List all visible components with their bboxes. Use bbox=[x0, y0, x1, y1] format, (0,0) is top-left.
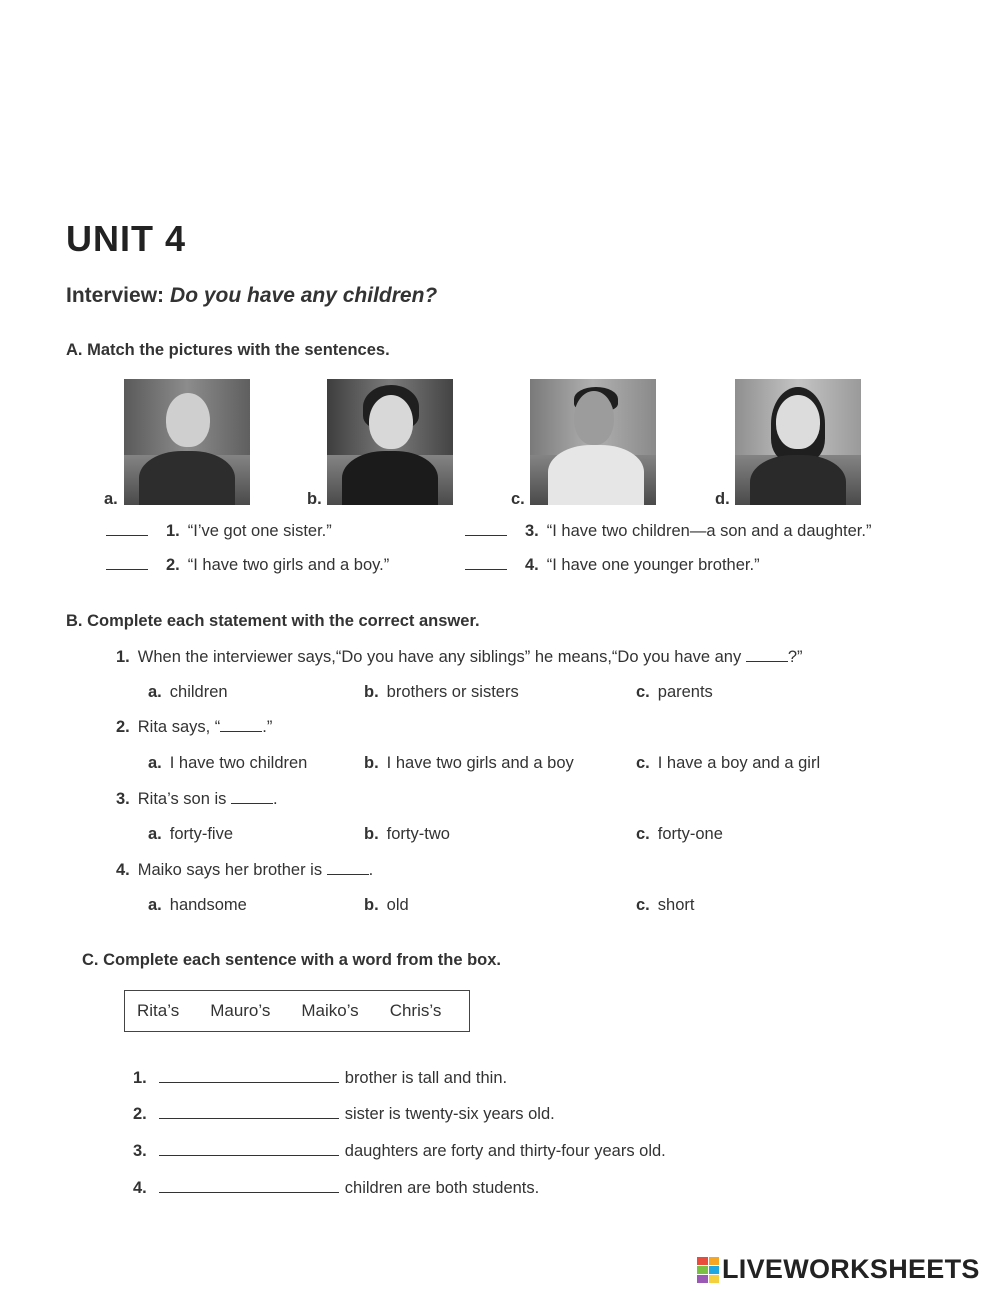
answer-blank[interactable] bbox=[159, 1082, 339, 1083]
photo-label-a: a. bbox=[104, 490, 118, 508]
answer-blank[interactable] bbox=[465, 569, 507, 570]
word-box-item: Mauro’s bbox=[210, 1001, 271, 1020]
fill-item-4: 4. children are both students. bbox=[133, 1179, 540, 1197]
section-c-heading: C. Complete each sentence with a word from the box. bbox=[82, 951, 501, 969]
logo-icon bbox=[697, 1257, 719, 1283]
answer-blank[interactable] bbox=[746, 661, 788, 662]
question-b-2: 2. Rita says, “ .” bbox=[116, 718, 273, 736]
word-box-item: Maiko’s bbox=[301, 1001, 359, 1020]
word-box-item: Rita’s bbox=[137, 1001, 180, 1020]
answer-blank[interactable] bbox=[327, 874, 369, 875]
match-item-1: 1. “I’ve got one sister.” bbox=[106, 522, 332, 541]
answer-blank[interactable] bbox=[465, 535, 507, 536]
option-b-4-b[interactable]: b. old bbox=[364, 896, 409, 914]
word-box bbox=[124, 990, 470, 1032]
answer-blank[interactable] bbox=[159, 1155, 339, 1156]
option-b-3-c[interactable]: c. forty-one bbox=[636, 825, 723, 843]
option-b-4-a[interactable]: a. handsome bbox=[148, 896, 247, 914]
answer-blank[interactable] bbox=[106, 569, 148, 570]
option-b-1-a[interactable]: a. children bbox=[148, 683, 228, 701]
question-b-3: 3. Rita’s son is . bbox=[116, 790, 278, 808]
section-b-heading: B. Complete each statement with the correct answer. bbox=[66, 612, 480, 630]
match-item-3: 3. “I have two children—a son and a daughter.” bbox=[465, 522, 871, 541]
photo-label-d: d. bbox=[715, 490, 730, 508]
photo-a bbox=[124, 379, 250, 505]
question-b-1: 1. When the interviewer says,“Do you have any siblings” he means,“Do you have any ?” bbox=[116, 648, 803, 666]
fill-item-3: 3. daughters are forty and thirty-four years old. bbox=[133, 1142, 666, 1160]
answer-blank[interactable] bbox=[106, 535, 148, 536]
answer-blank[interactable] bbox=[159, 1192, 339, 1193]
answer-blank[interactable] bbox=[231, 803, 273, 804]
option-b-2-a[interactable]: a. I have two children bbox=[148, 754, 308, 772]
unit-title: UNIT 4 bbox=[66, 218, 187, 259]
photo-b bbox=[327, 379, 453, 505]
photo-label-c: c. bbox=[511, 490, 525, 508]
answer-blank[interactable] bbox=[159, 1118, 339, 1119]
fill-item-1: 1. brother is tall and thin. bbox=[133, 1069, 508, 1087]
photo-c bbox=[530, 379, 656, 505]
photo-label-b: b. bbox=[307, 490, 322, 508]
option-b-2-c[interactable]: c. I have a boy and a girl bbox=[636, 754, 821, 772]
liveworksheets-logo bbox=[697, 1254, 980, 1285]
fill-item-2: 2. sister is twenty-six years old. bbox=[133, 1105, 555, 1123]
option-b-1-c[interactable]: c. parents bbox=[636, 683, 713, 701]
answer-blank[interactable] bbox=[220, 731, 262, 732]
interview-question: Do you have any children? bbox=[170, 284, 438, 307]
word-box-item: Chris’s bbox=[389, 1001, 442, 1020]
logo-text: LIVEWORKSHEETS bbox=[722, 1254, 980, 1284]
photo-d bbox=[735, 379, 861, 505]
interview-label: Interview: bbox=[66, 284, 165, 307]
question-b-4: 4. Maiko says her brother is . bbox=[116, 861, 374, 879]
match-item-2: 2. “I have two girls and a boy.” bbox=[106, 556, 389, 575]
section-a-heading: A. Match the pictures with the sentences. bbox=[66, 341, 390, 359]
option-b-3-a[interactable]: a. forty-five bbox=[148, 825, 234, 843]
option-b-1-b[interactable]: b. brothers or sisters bbox=[364, 683, 519, 701]
match-item-4: 4. “I have one younger brother.” bbox=[465, 556, 760, 575]
option-b-3-b[interactable]: b. forty-two bbox=[364, 825, 450, 843]
option-b-2-b[interactable]: b. I have two girls and a boy bbox=[364, 754, 574, 772]
interview-heading bbox=[66, 284, 437, 308]
option-b-4-c[interactable]: c. short bbox=[636, 896, 695, 914]
